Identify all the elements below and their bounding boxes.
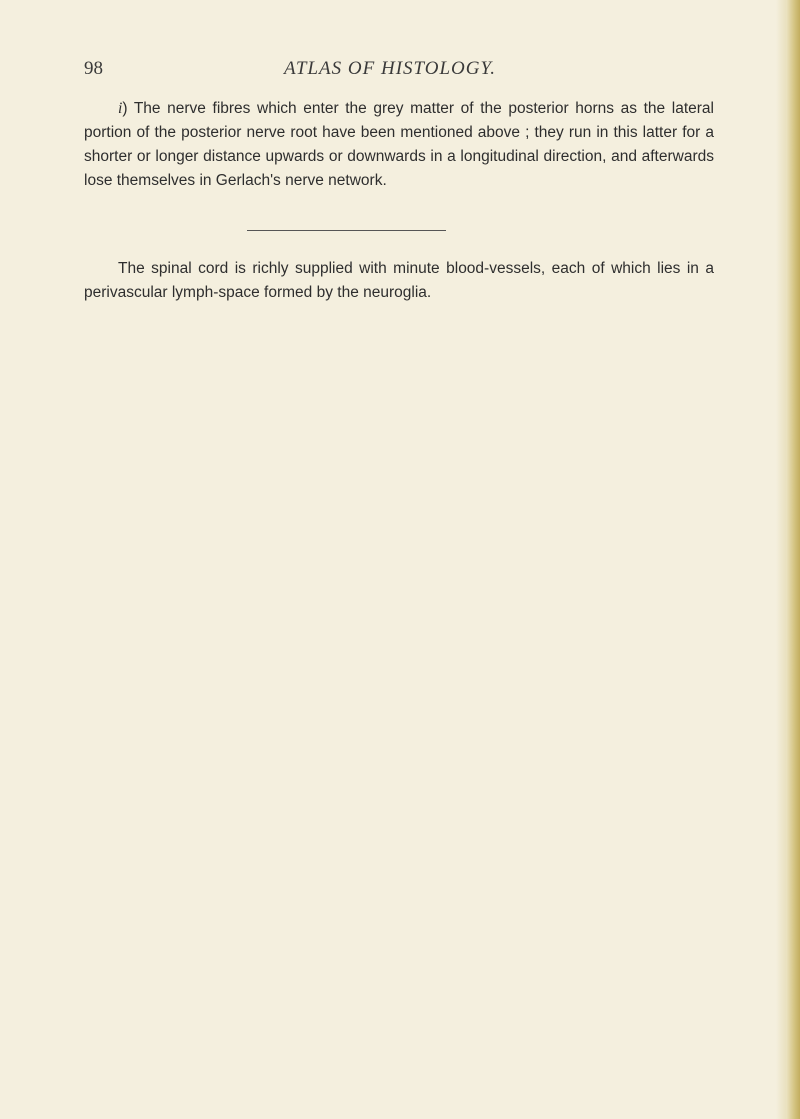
page-header (84, 58, 724, 88)
page-edge-shadow (776, 0, 786, 1119)
page-edge (786, 0, 800, 1119)
paragraph-label: i (118, 100, 123, 117)
page-number: 98 (84, 58, 103, 79)
paragraph-i (84, 97, 714, 193)
paragraph-text: The nerve fibres which enter the grey matter of the posterior horns as the lateral portion of the posterior nerve root have been mentioned above ; they run in this latter for a shorter or longer distance upwards or downwards in a longitudinal direction, and afterwards lose themselves in Gerlach's nerve network. (84, 100, 714, 189)
paragraph-label-suffix: ) (122, 100, 128, 117)
paragraph-blood-vessels (84, 257, 714, 305)
running-head: ATLAS OF HISTOLOGY. (284, 58, 497, 79)
paragraph-text: The spinal cord is richly supplied with minute blood-vessels, each of which lies in a perivascular lymph-space formed by the neuroglia. (84, 260, 714, 301)
section-divider (247, 230, 446, 231)
